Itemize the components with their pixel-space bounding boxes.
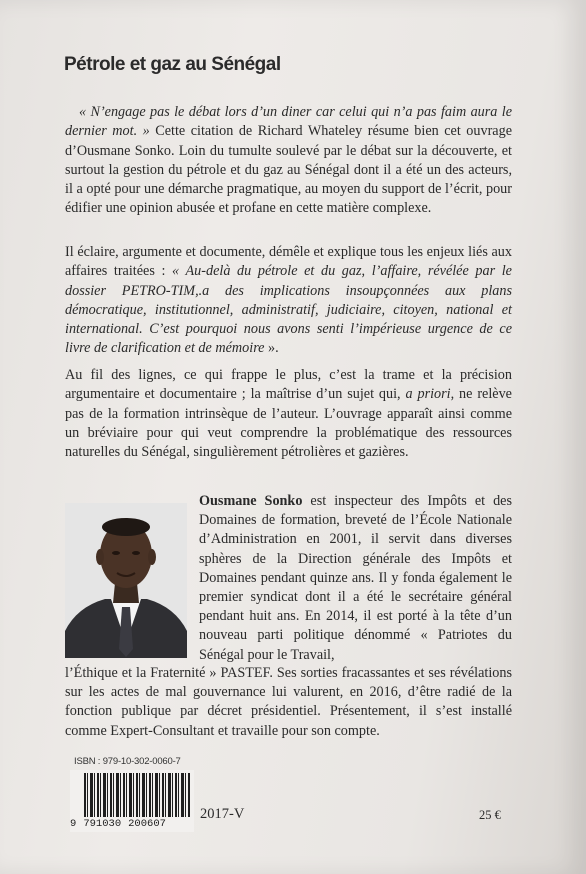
author-bio-side [199,492,512,665]
author-bio-continued: l’Éthique et la Fraternité » PASTEF. Ses sorties fracassantes et ses révélations sur les actes de mal gouvernance lui valurent, en 2016, d’être radié de la fonction publique par décret présidentiel. Présentement, il s’est installé comme Expert-Consultant et travaille pour son compte. [65,665,512,739]
barcode-group-1: 791030 [83,818,122,830]
author-quote-end: ». [264,340,279,357]
edition-code: 2017-V [200,806,245,822]
analysis-after: , ne relève pas de la formation intrinsèque de l’auteur. L’ouvrage apparaît ainsi comme un bréviaire pour qui veut comprendre la problématique des ressources naturelles du Sénégal, singulièrement pétrolières et gazières. [65,386,512,461]
barcode-digits [70,818,194,830]
author-name: Ousmane Sonko [199,493,303,509]
analysis-paragraph [65,366,512,462]
isbn-number: ISBN : 979-10-302-0060-7 [74,756,181,767]
intro-paragraph [65,103,512,219]
author-bio-first: est inspecteur des Impôts et des Domaines de formation, breveté de l’École Nationale d’Administration en 2001, il servit dans diverses sphères de la Direction générale des Impôts et Domaines pendant quinze ans. Il y fonda également le premier syndicat dont il a été le secrétaire général pendant huit ans. En 2014, il est porté à la tête d’un nouveau parti politique dénommé « Patriotes du Sénégal pour le Travail, [199,493,512,663]
book-title: Pétrole et gaz au Sénégal [64,54,281,75]
price: 25 € [479,808,501,822]
enjeux-paragraph [65,243,512,359]
barcode-prefix: 9 [70,818,77,830]
barcode-group-2: 200607 [128,818,166,830]
author-photo [65,503,187,658]
a-priori: a priori [405,386,451,403]
intro-text: Cette citation de Richard Whateley résume bien cet ouvrage d’Ousmane Sonko. Loin du tumulte soulevé par le débat sur la découverte, et surtout la gestion du pétrole et du gaz au Sénégal dont il a été un des acteurs, il a opté pour une démarche pragmatique, au moyen du support de l’écrit, pour édifier une opinion abusée et profane en cette matière complexe. [65,123,512,217]
barcode-bars [84,773,190,817]
enjeux-lead: Il éclaire, argumente et documente, démêle et explique tous les enjeux liés aux affaires traitées : [65,244,512,280]
whateley-quote: « N’engage pas le débat lors d’un diner car celui qui n’a pas faim aura le dernier mot. » [65,104,512,140]
analysis-before: Au fil des lignes, ce qui frappe le plus, c’est la trame et la précision argumentaire et documentaire ; la maîtrise d’un sujet qui, [65,367,512,403]
barcode [70,770,194,832]
author-quote: « Au-delà du pétrole et du gaz, l’affaire, révélée par le dossier PETRO-TIM,.a des implications insoupçonnées aux plans démocratique, institutionnel, administratif, judiciaire, citoyen, national et international. C’est pourquoi nous avons senti l’impérieuse urgence de ce livre de clarification et de mémoire [65,263,512,357]
